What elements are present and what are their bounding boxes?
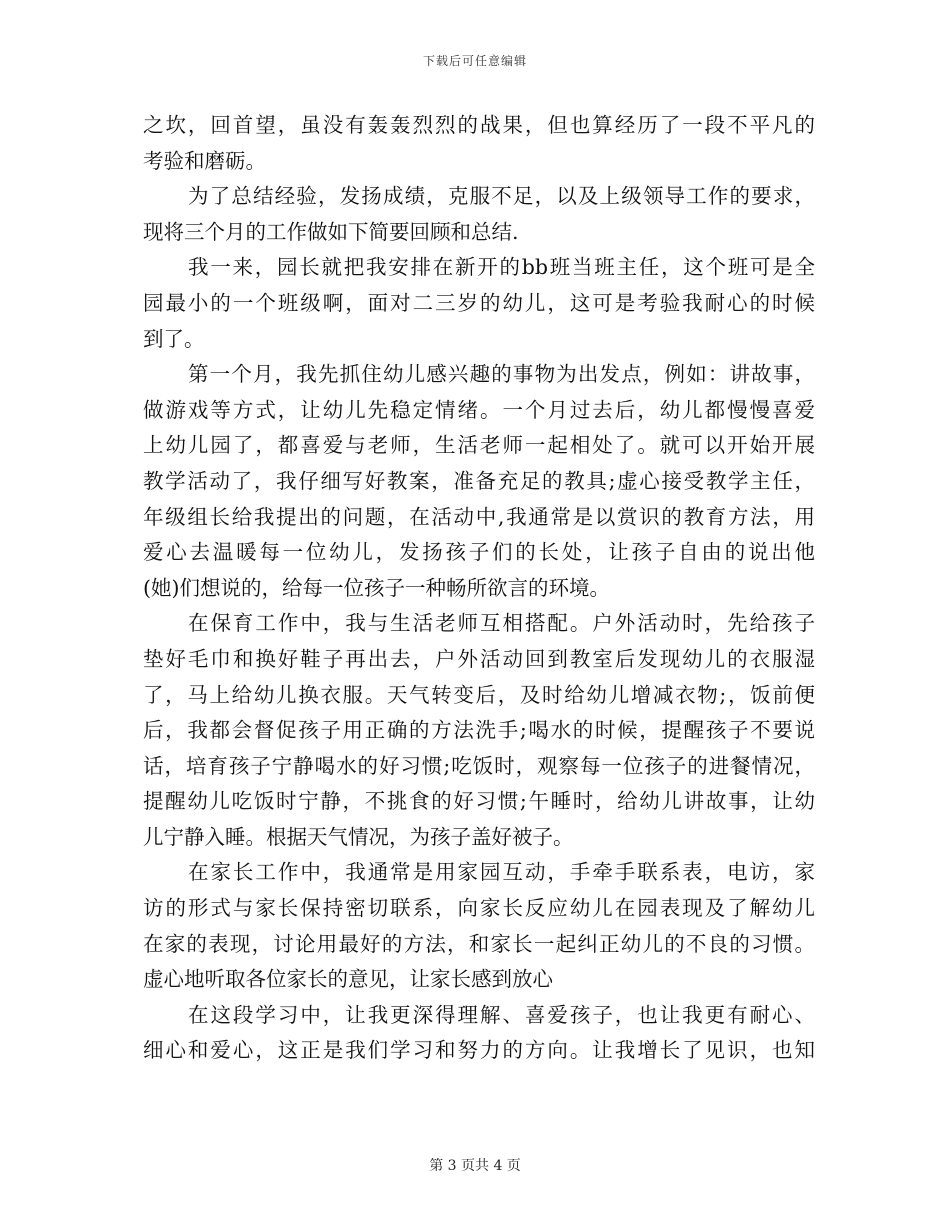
text-line: 虚心地听取各位家长的意见，让家长感到放心: [143, 967, 553, 992]
text-line: 考验和磨砺。: [143, 148, 266, 173]
text-line: (她)们想说的，给每一位孩子一种畅所欲言的环境。: [143, 575, 610, 600]
text-line: 园最小的一个班级啊，面对二三岁的幼儿，这可是考验我耐心的时候: [143, 290, 815, 315]
paragraph-first-line: 在保育工作中，我与生活老师互相搭配。户外活动时，先给孩子: [188, 611, 815, 636]
text-line: 教学活动了，我仔细写好教案，准备充足的教具;虚心接受教学主任，: [143, 468, 815, 493]
text-line: 垫好毛巾和换好鞋子再出去，户外活动回到教室后发现幼儿的衣服湿: [143, 646, 815, 671]
paragraph-first-line: 我一来，园长就把我安排在新开的bb班当班主任，这个班可是全: [188, 255, 815, 280]
text-line: 之坎，回首望，虽没有轰轰烈烈的战果，但也算经历了一段不平凡的: [143, 113, 815, 137]
text-line: 提醒幼儿吃饭时宁静，不挑食的好习惯;午睡时，给幼儿讲故事，让幼: [143, 789, 815, 814]
text-line: 话，培育孩子宁静喝水的好习惯;吃饭时，观察每一位孩子的进餐情况，: [143, 753, 815, 778]
text-line: 了，马上给幼儿换衣服。天气转变后，及时给幼儿增减衣物;，饭前便: [143, 682, 815, 707]
text-line: 做游戏等方式，让幼儿先稳定情绪。一个月过去后，幼儿都慢慢喜爱: [143, 397, 815, 422]
text-line: 年级组长给我提出的问题，在活动中,我通常是以赏识的教育方法，用: [143, 504, 815, 529]
text-line: 访的形式与家长保持密切联系，向家长反应幼儿在园表现及了解幼儿: [143, 896, 815, 921]
text-line: 爱心去温暖每一位幼儿，发扬孩子们的长处，让孩子自由的说出他: [143, 540, 815, 565]
text-line: 细心和爱心，这正是我们学习和努力的方向。让我增长了见识，也知: [143, 1038, 815, 1063]
paragraph-first-line: 第一个月，我先抓住幼儿感兴趣的事物为出发点，例如：讲故事，: [188, 362, 815, 387]
document-body: [143, 108, 815, 1069]
paragraph-first-line: 在这段学习中，让我更深得理解、喜爱孩子，也让我更有耐心、: [188, 1002, 815, 1027]
paragraph-first-line: 为了总结经验，发扬成绩，克服不足，以及上级领导工作的要求，: [188, 184, 815, 209]
text-line: 到了。: [143, 326, 205, 351]
paragraph-first-line: 在家长工作中，我通常是用家园互动，手牵手联系表，电访，家: [188, 860, 815, 885]
page-header: 下载后可任意编辑: [422, 54, 527, 68]
text-line: 在家的表现，讨论用最好的方法，和家长一起纠正幼儿的不良的习惯。: [143, 931, 815, 956]
text-line: 儿宁静入睡。根据天气情况，为孩子盖好被子。: [143, 824, 574, 849]
text-line: 后，我都会督促孩子用正确的方法洗手;喝水的时候，提醒孩子不要说: [143, 718, 815, 743]
text-line: 现将三个月的工作做如下简要回顾和总结.: [143, 219, 519, 244]
page-number: 第 3 页共 4 页: [429, 1158, 521, 1174]
text-line: 上幼儿园了，都喜爱与老师，生活老师一起相处了。就可以开始开展: [143, 433, 815, 458]
